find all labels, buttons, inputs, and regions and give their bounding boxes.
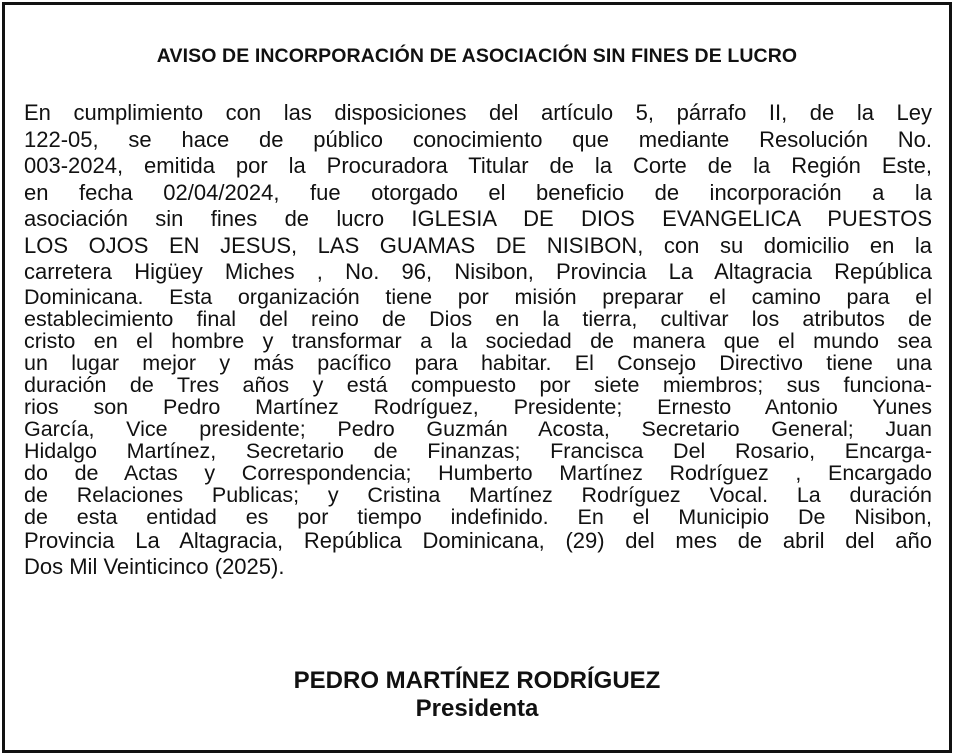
- body-line: LOS OJOS EN JESUS, LAS GUAMAS DE NISIBON, con su domicilio en la: [24, 232, 932, 258]
- body-line: Hidalgo Martínez, Secretario de Finanzas; Francisca Del Rosario, Encarga-: [24, 438, 932, 463]
- body-line: de Relaciones Publicas; y Cristina Martínez Rodríguez Vocal. La duración: [24, 482, 932, 507]
- body-line: de esta entidad es por tiempo indefinido. En el Municipio De Nisibon,: [24, 504, 932, 529]
- body-line: asociación sin fines de lucro IGLESIA DE DIOS EVANGELICA PUESTOS: [24, 206, 932, 231]
- signer-role: Presidenta: [415, 695, 539, 722]
- signer-name: PEDRO MARTÍNEZ RODRÍGUEZ: [293, 667, 661, 694]
- body-line: rios son Pedro Martínez Rodríguez, Presidente; Ernesto Antonio Yunes: [24, 394, 932, 419]
- body-line: duración de Tres años y está compuesto por siete miembros; sus funciona-: [24, 372, 932, 397]
- body-line: Provincia La Altagracia, República Dominicana, (29) del mes de abril del año: [24, 527, 932, 553]
- body-line: cristo en el hombre y transformar a la sociedad de manera que el mundo sea: [24, 328, 932, 353]
- body-line: 003-2024, emitida por la Procuradora Titular de la Corte de la Región Este,: [24, 153, 932, 178]
- notice-box: [2, 2, 952, 753]
- body-line: establecimiento final del reino de Dios en la tierra, cultivar los atributos de: [24, 306, 932, 331]
- body-line: En cumplimiento con las disposiciones del artículo 5, párrafo II, de la Ley: [24, 100, 932, 125]
- body-line: en fecha 02/04/2024, fue otorgado el beneficio de incorporación a la: [24, 179, 932, 205]
- notice-title: AVISO DE INCORPORACIÓN DE ASOCIACIÓN SIN FINES DE LUCRO: [156, 45, 798, 67]
- body-line: Dominicana. Esta organización tiene por misión preparar el camino para el: [24, 284, 932, 309]
- body-line: García, Vice presidente; Pedro Guzmán Acosta, Secretario General; Juan: [24, 416, 932, 441]
- body-line: 122-05, se hace de público conocimiento que mediante Resolución No.: [24, 126, 932, 152]
- body-line: do de Actas y Correspondencia; Humberto Martínez Rodríguez , Encargado: [24, 460, 932, 485]
- notice-body: [24, 100, 932, 581]
- body-line: un lugar mejor y más pacífico para habitar. El Consejo Directivo tiene una: [24, 350, 932, 375]
- body-line: Dos Mil Veinticinco (2025).: [24, 554, 285, 579]
- body-line: carretera Higüey Miches , No. 96, Nisibon, Provincia La Altagracia República: [24, 259, 932, 284]
